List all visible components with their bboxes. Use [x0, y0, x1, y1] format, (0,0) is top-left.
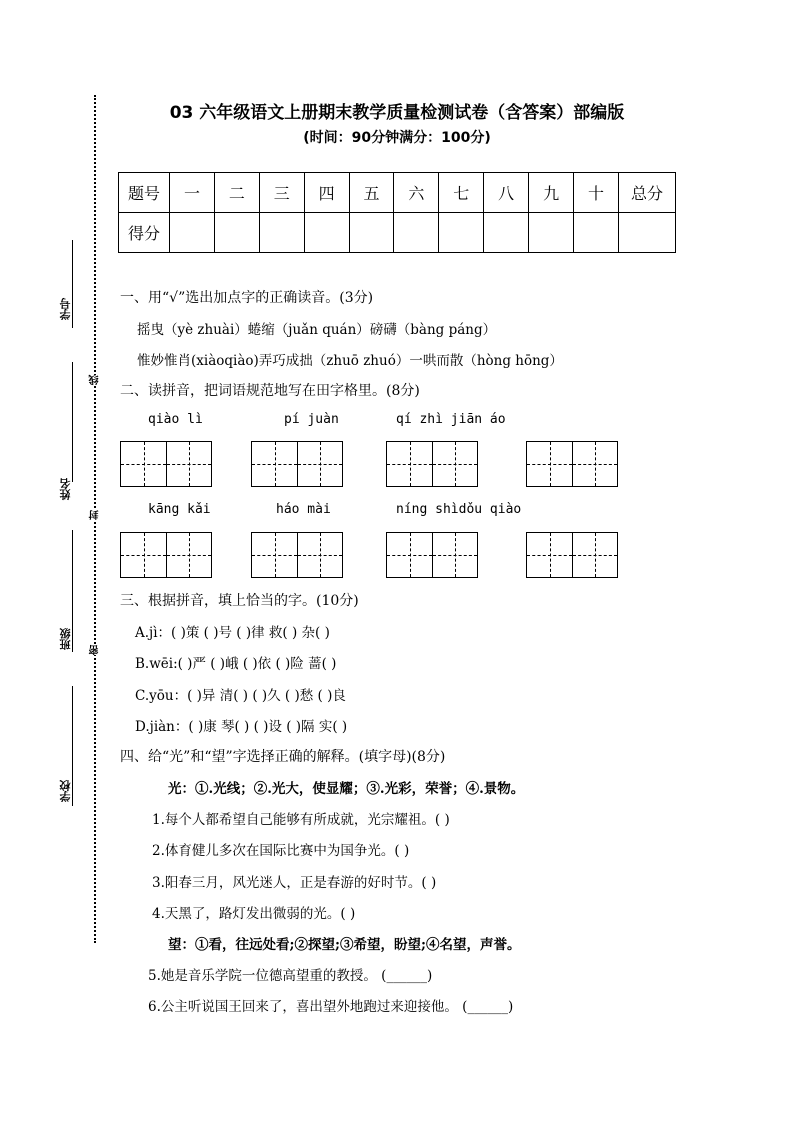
score-header-cell: 九	[529, 173, 574, 213]
score-header-row	[119, 173, 676, 213]
score-input-cell[interactable]	[214, 213, 259, 253]
name-line[interactable]	[72, 362, 73, 482]
score-header-cell: 二	[214, 173, 259, 213]
score-input-cell[interactable]	[574, 213, 619, 253]
score-header-cell: 总分	[619, 173, 676, 213]
class-label: 班级	[59, 628, 72, 650]
exam-title: 03 六年级语文上册期末教学质量检测试卷（含答案）部编版	[169, 103, 625, 123]
pinyin-label: qí zhì jiān áo	[396, 412, 506, 427]
section3-line-d: D.jiàn：( )康 琴( ) ( )设 ( )隔 实( )	[135, 719, 348, 735]
score-header-cell: 七	[439, 173, 484, 213]
tianzige-box[interactable]	[251, 441, 343, 487]
section1-line-2: 惟妙惟肖(xiàoqiào)弄巧成拙（zhuō zhuó）一哄而散（hòng hōng）	[137, 353, 563, 369]
pinyin-label: háo mài	[276, 502, 331, 517]
guang-item-1: 1.每个人都希望自己能够有所成就，光宗耀祖。( )	[152, 812, 450, 828]
section3-line-c: C.yōu：( )异 清( ) ( )久 ( )愁 ( )良	[135, 688, 346, 704]
name-label: 姓名	[59, 478, 72, 500]
tianzige-box[interactable]	[526, 532, 618, 578]
pinyin-label: qiào lì	[148, 412, 203, 427]
score-header-cell: 八	[484, 173, 529, 213]
section1-heading: 一、用“√”选出加点字的正确读音。(3分)	[120, 290, 374, 306]
score-header-cell: 题号	[119, 173, 170, 213]
score-header-cell: 六	[394, 173, 439, 213]
tianzige-box[interactable]	[120, 441, 212, 487]
score-input-cell[interactable]	[439, 213, 484, 253]
guang-item-2: 2.体育健儿多次在国际比赛中为国争光。( )	[152, 843, 410, 859]
section1-line-1: 摇曳（yè zhuài）蜷缩（juǎn quán）磅礴（bàng páng）	[137, 322, 497, 338]
pinyin-label: kāng kǎi	[148, 502, 211, 517]
score-header-cell: 五	[349, 173, 394, 213]
guang-item-4: 4.天黑了，路灯发出微弱的光。( )	[152, 906, 356, 922]
binding-mark-mi: 密	[90, 645, 101, 655]
pinyin-label: pí juàn	[284, 412, 339, 427]
score-row-label: 得分	[119, 213, 170, 253]
student-id-label: 学号	[59, 298, 72, 320]
tianzige-box[interactable]	[386, 441, 478, 487]
tianzige-box[interactable]	[251, 532, 343, 578]
pinyin-label: níng shìdǒu qiào	[396, 502, 522, 517]
guang-definition: 光：①.光线；②.光大，使显耀；③.光彩，荣誉；④.景物。	[168, 781, 525, 797]
score-header-cell: 一	[170, 173, 215, 213]
tianzige-box[interactable]	[120, 532, 212, 578]
guang-item-3: 3.阳春三月，风光迷人，正是春游的好时节。( )	[152, 875, 437, 891]
score-input-cell[interactable]	[170, 213, 215, 253]
score-input-cell[interactable]	[529, 213, 574, 253]
binding-mark-feng: 封	[90, 510, 101, 520]
section3-line-b: B.wēi:( )严 ( )峨 ( )依 ( )险 蔷( )	[135, 656, 337, 672]
score-header-cell: 四	[304, 173, 349, 213]
wang-definition: 望：①看，往远处看;②探望;③希望，盼望;④名望，声誉。	[168, 937, 521, 953]
binding-mark-xian: 线	[90, 375, 101, 385]
tianzige-box[interactable]	[526, 441, 618, 487]
score-header-cell: 十	[574, 173, 619, 213]
section4-heading: 四、给“光”和“望”字选择正确的解释。(填字母)(8分)	[120, 749, 446, 765]
school-label: 学校	[59, 780, 72, 802]
score-input-cell[interactable]	[484, 213, 529, 253]
score-input-cell[interactable]	[304, 213, 349, 253]
score-input-cell[interactable]	[259, 213, 304, 253]
exam-subtitle: (时间：90分钟满分：100分)	[303, 130, 491, 146]
score-value-row	[119, 213, 676, 253]
score-input-cell[interactable]	[349, 213, 394, 253]
wang-item-5: 5.她是音乐学院一位德高望重的教授。 (______)	[148, 968, 433, 984]
score-header-cell: 三	[259, 173, 304, 213]
section3-heading: 三、根据拼音，填上恰当的字。(10分)	[120, 593, 359, 609]
score-input-cell[interactable]	[394, 213, 439, 253]
section2-heading: 二、读拼音，把词语规范地写在田字格里。(8分)	[120, 383, 420, 399]
section3-line-a: A.jì：( )策 ( )号 ( )律 救( ) 杂( )	[135, 625, 330, 641]
tianzige-box[interactable]	[386, 532, 478, 578]
score-input-cell[interactable]	[619, 213, 676, 253]
wang-item-6: 6.公主听说国王回来了，喜出望外地跑过来迎接他。 (______)	[148, 999, 514, 1015]
score-table	[118, 172, 676, 253]
